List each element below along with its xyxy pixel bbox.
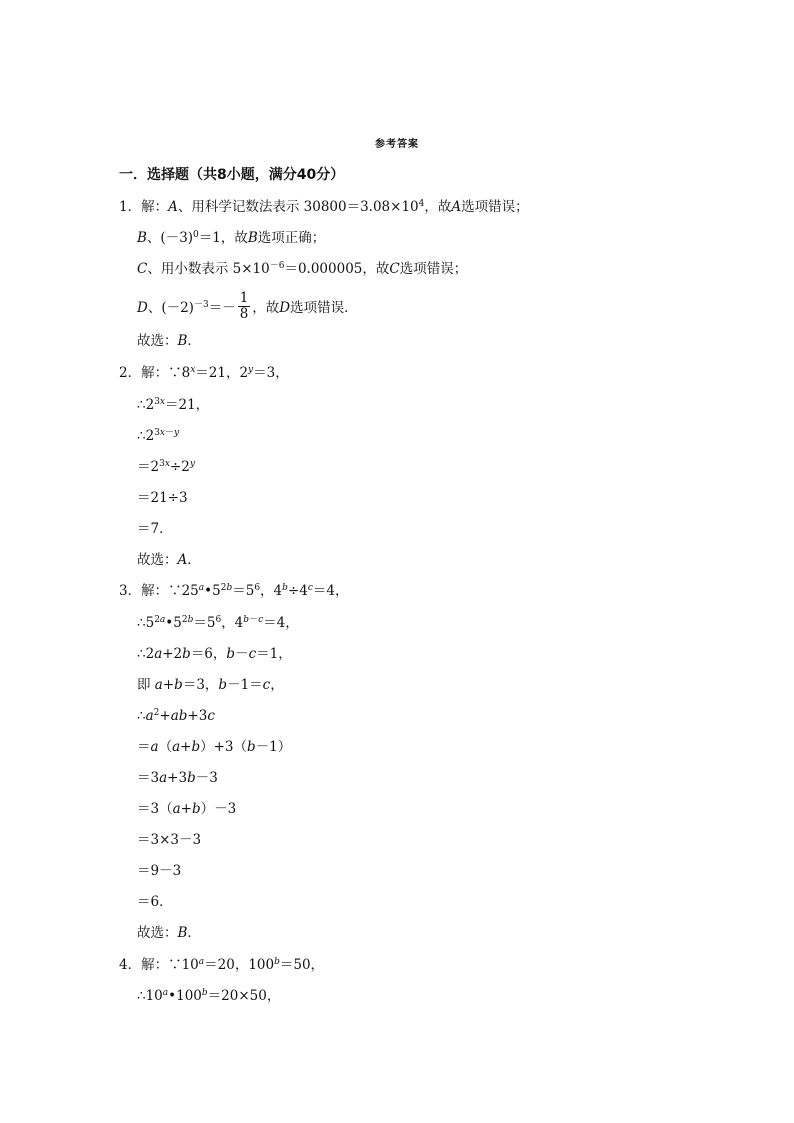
problem-4-line-1: 4．解：$\because 10^a=20$，$100^b=50$， [119,957,325,973]
problem-2-line-5: ＝21÷3 [137,490,188,506]
problem-3-line-4: 即 a+b＝3，b－1＝c， [137,677,284,693]
problem-2-line-1: 2．解：$\because 8^x=21$，$2^y=3$， [119,365,289,381]
fraction: $\frac{1}{8}$ [239,290,249,322]
problem-3-line-8: ＝3（a+b）－3 [137,801,237,817]
problem-1-answer: 故选：B． [137,333,201,349]
problem-2-line-4: $=2^{3x}\div 2^y$ [137,459,195,475]
problem-1-line-2: B、$(-3)^0=1$，故B选项正确； [137,230,326,246]
section-heading: 一．选择题（共8小题，满分40分） [119,167,345,183]
problem-3-line-2: $\therefore 5^{2a}•5^{2b}=5^6$，$4^{b-c}=4$， [137,615,299,631]
problem-3-line-9: ＝3×3－3 [137,832,202,848]
problem-3-line-11: ＝6． [137,894,173,910]
problem-2-line-6: ＝7． [137,521,173,537]
problem-3-line-1: 3．解：$\because 25^a•5^{2b}=5^6$，$4^b\div 4^c=4$， [119,583,349,599]
problem-4-line-2: $\therefore 10^a•100^b=20\times 50$， [137,988,281,1004]
problem-3-line-5: $\therefore a^2+ab+3c$ [137,708,215,724]
problem-2-line-3: $\therefore 2^{3x-y}$ [137,428,180,444]
problem-2-line-2: $\therefore 2^{3x}=21$， [137,397,210,413]
problem-2-answer: 故选：A． [137,552,201,568]
problem-1-line-1: 1．解：A、用科学记数法表示 $30800=3.08\times 10^4$，故A选项错误； [119,199,529,215]
problem-3-answer: 故选：B． [137,925,201,941]
problem-3-line-7: ＝3a+3b－3 [137,770,218,786]
problem-1-line-4: D、$(-2)^{-3}=-$ $\frac{1}{8}$ ，故D选项错误． [137,290,358,322]
problem-1-line-3: C、用小数表示 $5\times 10^{-6}=0.000005$，故C选项错误； [137,261,468,277]
problem-3-line-10: ＝9－3 [137,863,182,879]
problem-3-line-3: ∴2a+2b＝6，b－c＝1， [137,646,292,662]
problem-3-line-6: ＝a（a+b）+3（b－1） [137,739,292,755]
page-title: 参考答案 [375,139,419,150]
